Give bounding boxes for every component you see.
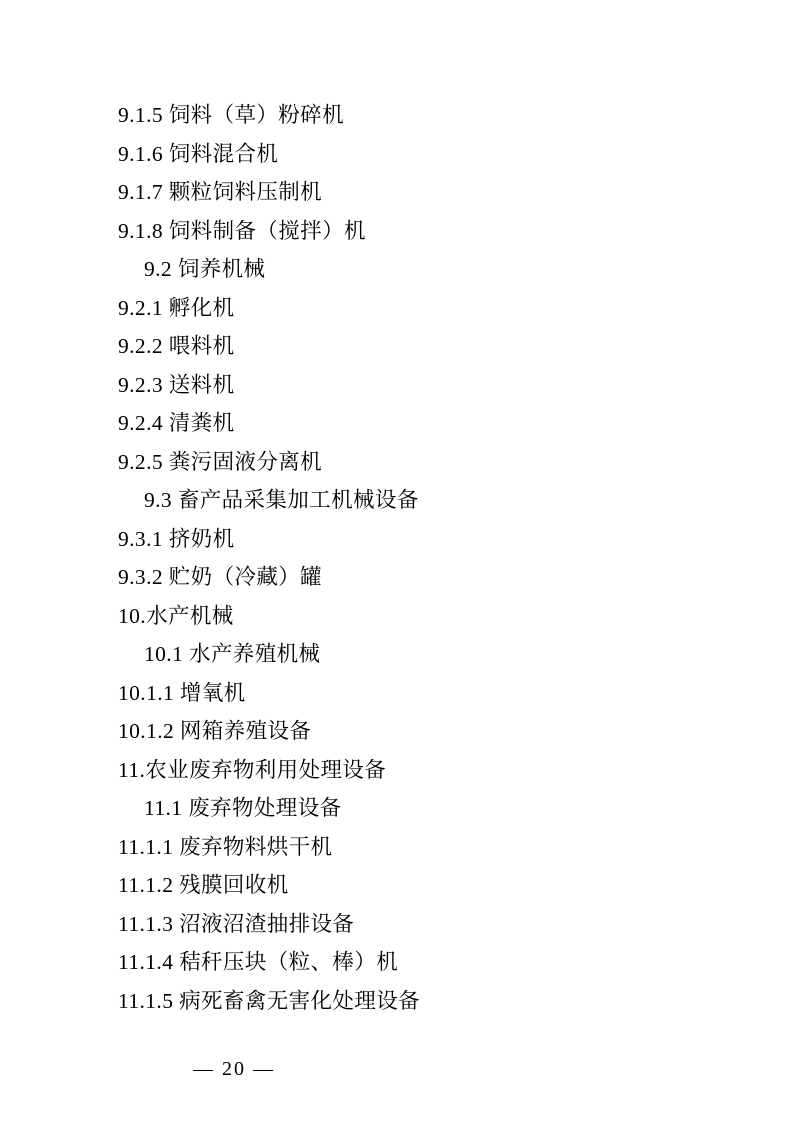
document-line: 11.农业废弃物利用处理设备 <box>118 757 387 782</box>
document-line: 9.2.1 孵化机 <box>118 295 235 320</box>
document-line: 11.1.1 废弃物料烘干机 <box>118 834 333 859</box>
document-line: 10.1.2 网箱养殖设备 <box>118 719 312 743</box>
document-line: 9.2.5 粪污固液分离机 <box>118 449 323 474</box>
document-line: 11.1.5 病死畜禽无害化处理设备 <box>118 988 421 1013</box>
document-line: 10.1.1 增氧机 <box>118 680 246 705</box>
document-line: 9.3.1 挤奶机 <box>118 526 235 551</box>
document-line: 9.1.6 饲料混合机 <box>118 141 279 166</box>
document-line: 9.2 饲养机械 <box>144 257 266 281</box>
document-line: 9.2.2 喂料机 <box>118 334 235 358</box>
document-line: 11.1.3 沼液沼渣抽排设备 <box>118 911 355 936</box>
document-line: 9.3 畜产品采集加工机械设备 <box>144 488 419 512</box>
document-line: 11.1.2 残膜回收机 <box>118 873 289 897</box>
document-body <box>118 96 676 1020</box>
document-line: 10.水产机械 <box>118 603 234 628</box>
document-line: 9.1.7 颗粒饲料压制机 <box>118 180 323 204</box>
document-line: 11.1.4 秸秆压块（粒、棒）机 <box>118 950 399 974</box>
document-line: 9.3.2 贮奶（冷藏）罐 <box>118 565 323 589</box>
document-line: 9.1.5 饲料（草）粉碎机 <box>118 103 344 127</box>
document-line: 11.1 废弃物处理设备 <box>144 796 342 820</box>
document-line: 9.2.4 清粪机 <box>118 411 235 435</box>
document-line: 9.2.3 送料机 <box>118 372 235 397</box>
page-number <box>0 1058 794 1081</box>
document-line: 9.1.8 饲料制备（搅拌）机 <box>118 218 366 243</box>
page-number-text: — 20 — <box>193 1058 275 1080</box>
document-line: 10.1 水产养殖机械 <box>144 642 321 666</box>
